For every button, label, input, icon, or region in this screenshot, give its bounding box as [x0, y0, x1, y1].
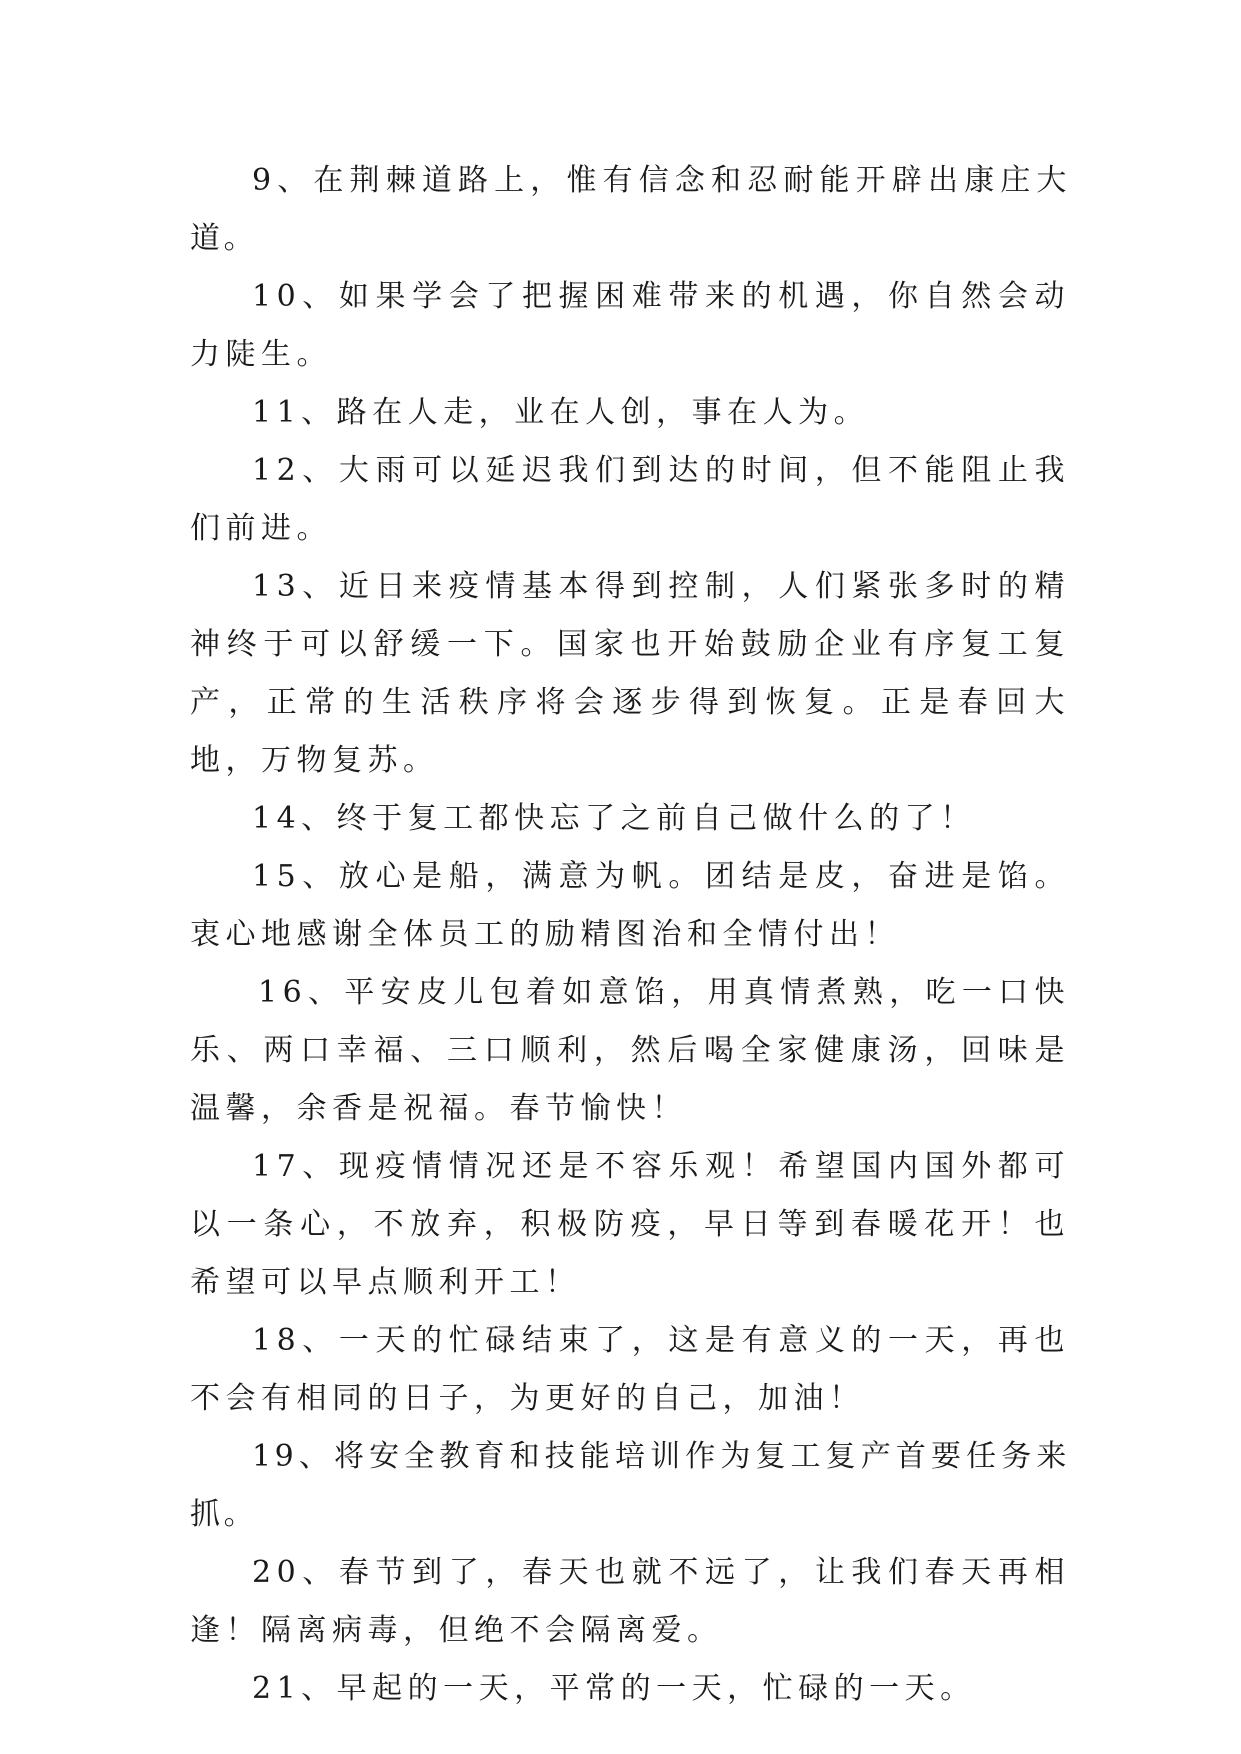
paragraph-11: 11、路在人走，业在人创，事在人为。 — [252, 395, 870, 430]
paragraph-10: 10、如果学会了把握困难带来的机遇，你自然会动力陡生。 — [190, 279, 1070, 372]
paragraph-21: 21、早起的一天，平常的一天，忙碌的一天。 — [252, 1671, 976, 1706]
paragraph-17: 17、现疫情情况还是不容乐观！希望国内国外都可以一条心，不放弃，积极防疫，早日等到春暖花开！也希望可以早点顺利开工！ — [190, 1149, 1070, 1300]
paragraph-12: 12、大雨可以延迟我们到达的时间，但不能阻止我们前进。 — [190, 453, 1070, 546]
paragraph-15: 15、放心是船，满意为帆。团结是皮，奋进是馅。衷心地感谢全体员工的励精图治和全情付出！ — [190, 859, 1070, 952]
paragraph-16: 16、平安皮儿包着如意馅，用真情煮熟，吃一口快乐、两口幸福、三口顺利，然后喝全家健康汤，回味是温馨，余香是祝福。春节愉快！ — [190, 975, 1070, 1126]
paragraph-18: 18、一天的忙碌结束了，这是有意义的一天，再也不会有相同的日子，为更好的自己，加油！ — [190, 1323, 1070, 1416]
document-body — [190, 152, 1070, 1718]
paragraph-20: 20、春节到了，春天也就不远了，让我们春天再相逢！隔离病毒，但绝不会隔离爱。 — [190, 1555, 1070, 1648]
paragraph-13: 13、近日来疫情基本得到控制，人们紧张多时的精神终于可以舒缓一下。国家也开始鼓励企业有序复工复产，正常的生活秩序将会逐步得到恢复。正是春回大地，万物复苏。 — [190, 569, 1070, 778]
paragraph-9: 9、在荆棘道路上，惟有信念和忍耐能开辟出康庄大道。 — [190, 163, 1070, 256]
paragraph-19: 19、将安全教育和技能培训作为复工复产首要任务来抓。 — [190, 1439, 1070, 1532]
paragraph-14: 14、终于复工都快忘了之前自己做什么的了！ — [252, 801, 976, 836]
